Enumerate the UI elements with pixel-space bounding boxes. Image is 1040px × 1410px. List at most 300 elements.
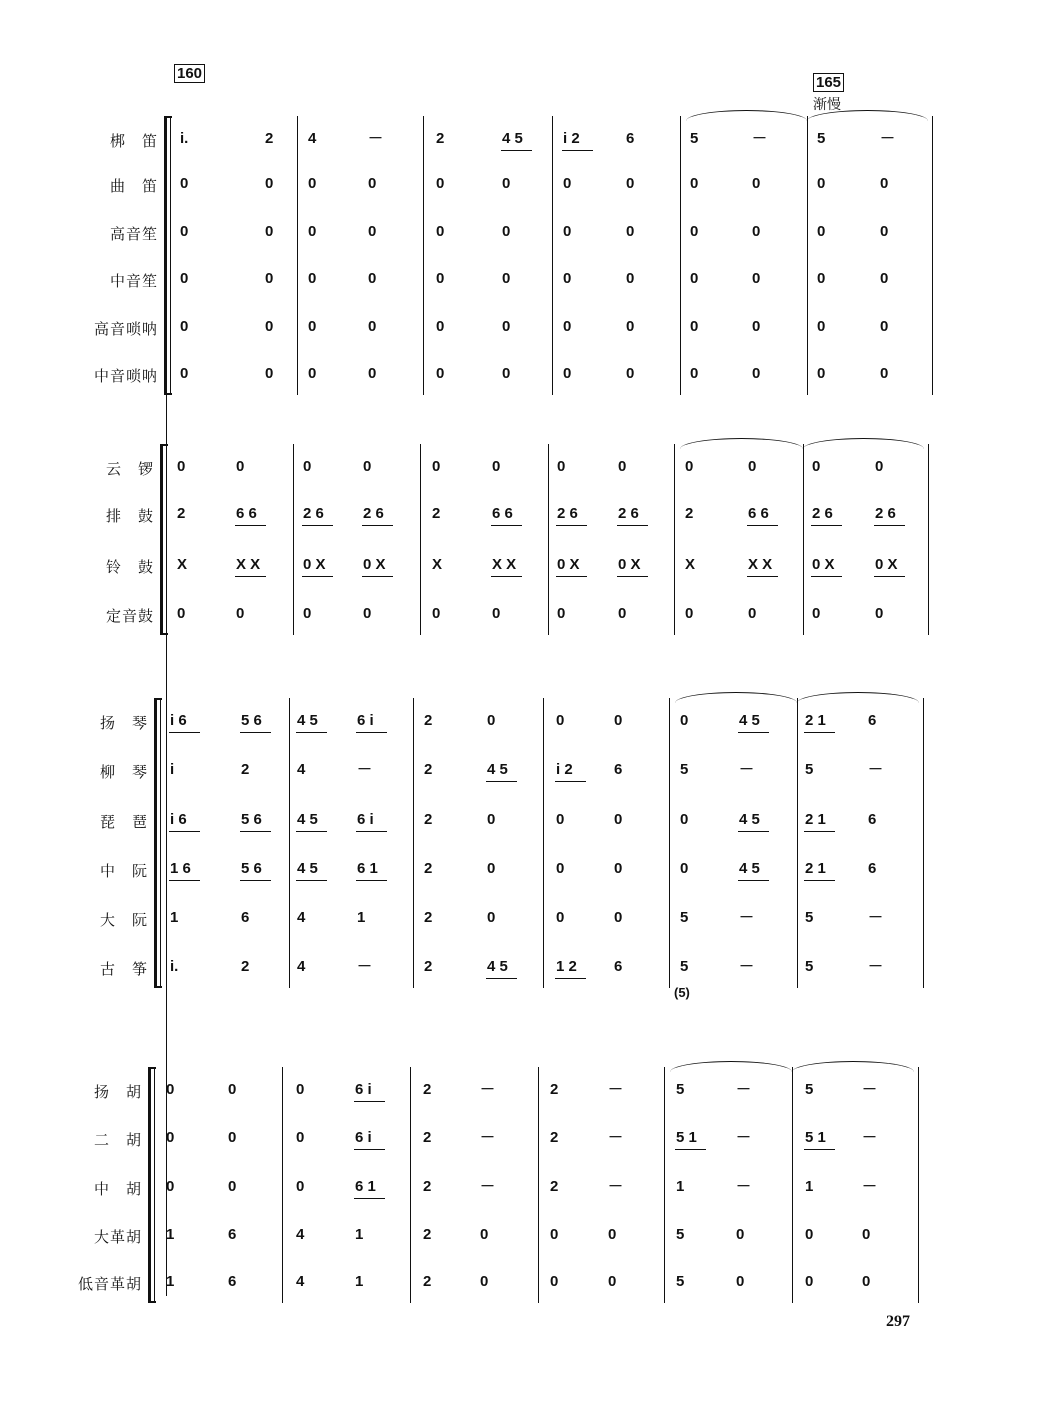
- system-connector: [166, 116, 167, 1296]
- note: 0: [436, 175, 445, 192]
- note: i 6: [170, 712, 187, 729]
- note: 0: [608, 1273, 617, 1290]
- note: 5: [690, 130, 699, 147]
- note: 1: [805, 1178, 814, 1195]
- note: －: [736, 1129, 752, 1146]
- note: 6: [241, 909, 250, 926]
- beam-underline: [296, 732, 327, 733]
- note: 0: [680, 712, 689, 729]
- note: 2 1: [805, 811, 826, 828]
- note: 1: [170, 909, 179, 926]
- note: 0: [880, 318, 889, 335]
- note: 0: [685, 458, 694, 475]
- note: 0: [748, 605, 757, 622]
- note: 0: [303, 605, 312, 622]
- note: 0: [265, 223, 274, 240]
- beam-underline: [169, 831, 200, 832]
- note: 5: [676, 1273, 685, 1290]
- system-bracket: [154, 698, 163, 988]
- barline: [543, 698, 544, 988]
- note: 0: [862, 1273, 871, 1290]
- note: －: [862, 1081, 878, 1098]
- note: 6 1: [355, 1178, 376, 1195]
- note: 0: [608, 1226, 617, 1243]
- barline: [423, 116, 424, 395]
- note: 0: [690, 318, 699, 335]
- note: 0: [563, 365, 572, 382]
- instrument-label: 古 筝: [99, 960, 148, 978]
- note: －: [368, 130, 384, 147]
- note: 2 6: [875, 505, 896, 522]
- note: 6: [868, 860, 877, 877]
- instrument-label: 中 胡: [93, 1180, 142, 1198]
- note: －: [739, 761, 755, 778]
- note: 6 i: [355, 1081, 372, 1098]
- note: 0: [296, 1081, 305, 1098]
- note: 0: [680, 811, 689, 828]
- note: 2: [424, 909, 433, 926]
- phrase-tie: [797, 692, 919, 703]
- note: 2 6: [557, 505, 578, 522]
- beam-underline: [804, 732, 835, 733]
- beam-underline: [362, 525, 393, 526]
- note: 0: [177, 458, 186, 475]
- note: 0: [626, 175, 635, 192]
- beam-underline: [555, 781, 586, 782]
- instrument-label: 大革胡: [93, 1228, 142, 1246]
- note: 4 5: [297, 712, 318, 729]
- beam-underline: [747, 525, 778, 526]
- note: 2: [424, 712, 433, 729]
- note: 0: [685, 605, 694, 622]
- barline: [552, 116, 553, 395]
- note: 1: [355, 1226, 364, 1243]
- note: 0: [626, 318, 635, 335]
- note: i 2: [563, 130, 580, 147]
- beam-underline: [169, 732, 200, 733]
- note: 0: [368, 223, 377, 240]
- note: 0 X: [557, 556, 580, 573]
- note: 0: [228, 1081, 237, 1098]
- instrument-label: 中音笙: [109, 272, 158, 290]
- note: －: [480, 1178, 496, 1195]
- note: 0: [480, 1273, 489, 1290]
- barline: [680, 116, 681, 395]
- note: 0: [368, 318, 377, 335]
- note: 6: [868, 811, 877, 828]
- note: 0: [368, 175, 377, 192]
- note: 5 6: [241, 712, 262, 729]
- note: 0: [875, 605, 884, 622]
- barline: [803, 444, 804, 635]
- note: －: [608, 1129, 624, 1146]
- note: 5 1: [676, 1129, 697, 1146]
- note: 2: [423, 1081, 432, 1098]
- beam-underline: [491, 576, 522, 577]
- barline: [538, 1067, 539, 1303]
- note: 1 2: [556, 958, 577, 975]
- note: 2 6: [812, 505, 833, 522]
- note: 0: [752, 223, 761, 240]
- note: 5: [805, 958, 814, 975]
- beam-underline: [804, 880, 835, 881]
- note: 4 5: [297, 860, 318, 877]
- note: 1: [166, 1273, 175, 1290]
- note: 5: [805, 909, 814, 926]
- note: 2 1: [805, 860, 826, 877]
- note: 0: [563, 318, 572, 335]
- instrument-label: 定音鼓: [105, 607, 154, 625]
- note: 0: [308, 318, 317, 335]
- note: －: [868, 761, 884, 778]
- beam-underline: [617, 576, 648, 577]
- note: －: [752, 130, 768, 147]
- beam-underline: [354, 1101, 385, 1102]
- note: 0: [502, 318, 511, 335]
- beam-underline: [738, 732, 769, 733]
- note: 0: [817, 223, 826, 240]
- note: 0: [363, 458, 372, 475]
- note: 0: [563, 223, 572, 240]
- note: －: [736, 1178, 752, 1195]
- note: X: [177, 556, 188, 573]
- note: 0: [880, 270, 889, 287]
- barline: [160, 698, 161, 988]
- note: 4: [296, 1226, 305, 1243]
- barline: [297, 116, 298, 395]
- note: 4 5: [739, 860, 760, 877]
- instrument-label: 中音唢呐: [93, 367, 158, 385]
- beam-underline: [362, 576, 393, 577]
- note: 5 6: [241, 811, 262, 828]
- beam-underline: [491, 525, 522, 526]
- beam-underline: [235, 576, 266, 577]
- note: 0: [177, 605, 186, 622]
- guzheng-annotation: (5): [674, 985, 690, 1000]
- note: 2: [424, 761, 433, 778]
- note: 0: [236, 458, 245, 475]
- note: 1 6: [170, 860, 191, 877]
- instrument-label: 高音笙: [109, 225, 158, 243]
- note: 6 i: [357, 811, 374, 828]
- note: 2: [423, 1226, 432, 1243]
- beam-underline: [354, 1149, 385, 1150]
- note: －: [868, 909, 884, 926]
- beam-underline: [356, 880, 387, 881]
- note: 0: [487, 712, 496, 729]
- barline: [413, 698, 414, 988]
- beam-underline: [738, 831, 769, 832]
- note: 6: [228, 1273, 237, 1290]
- note: 0: [556, 811, 565, 828]
- note: 0: [436, 270, 445, 287]
- note: 0 X: [303, 556, 326, 573]
- beam-underline: [240, 831, 271, 832]
- note: 0: [550, 1273, 559, 1290]
- note: 0: [296, 1178, 305, 1195]
- note: 0: [166, 1081, 175, 1098]
- note: 0: [432, 605, 441, 622]
- instrument-label: 扬 胡: [93, 1083, 142, 1101]
- note: 0: [368, 365, 377, 382]
- beam-underline: [811, 576, 842, 577]
- note: 0: [748, 458, 757, 475]
- note: i: [170, 761, 175, 778]
- note: 0: [862, 1226, 871, 1243]
- note: 2: [423, 1129, 432, 1146]
- note: 4 5: [739, 712, 760, 729]
- note: 2: [423, 1178, 432, 1195]
- note: X X: [236, 556, 261, 573]
- note: －: [608, 1178, 624, 1195]
- note: 4: [308, 130, 317, 147]
- instrument-label: 扬 琴: [99, 714, 148, 732]
- beam-underline: [675, 1149, 706, 1150]
- instrument-label: 中 阮: [99, 862, 148, 880]
- note: 0: [492, 605, 501, 622]
- note: 0: [752, 318, 761, 335]
- note: 0: [265, 318, 274, 335]
- note: 0: [502, 365, 511, 382]
- note: 1: [676, 1178, 685, 1195]
- note: X X: [492, 556, 517, 573]
- note: 0: [363, 605, 372, 622]
- note: 0: [308, 365, 317, 382]
- note: 0: [502, 175, 511, 192]
- beam-underline: [556, 576, 587, 577]
- beam-underline: [169, 880, 200, 881]
- note: 4 5: [739, 811, 760, 828]
- note: 0: [817, 365, 826, 382]
- note: 0: [368, 270, 377, 287]
- note: 0 X: [812, 556, 835, 573]
- note: 2: [424, 811, 433, 828]
- note: 0: [614, 712, 623, 729]
- note: X X: [748, 556, 773, 573]
- instrument-label: 二 胡: [93, 1131, 142, 1149]
- note: 0: [303, 458, 312, 475]
- note: 5 6: [241, 860, 262, 877]
- note: X: [432, 556, 443, 573]
- note: 1: [166, 1226, 175, 1243]
- note: i 6: [170, 811, 187, 828]
- note: 0: [752, 365, 761, 382]
- note: 4 5: [297, 811, 318, 828]
- note: 2: [685, 505, 694, 522]
- note: 0: [690, 223, 699, 240]
- note: 4 5: [487, 761, 508, 778]
- note: －: [480, 1129, 496, 1146]
- note: 0: [817, 270, 826, 287]
- note: 5: [680, 958, 689, 975]
- note: 0: [614, 860, 623, 877]
- system-bracket: [160, 444, 169, 635]
- note: 5: [805, 1081, 814, 1098]
- beam-underline: [562, 150, 593, 151]
- note: 1: [357, 909, 366, 926]
- note: X: [685, 556, 696, 573]
- note: 6 6: [236, 505, 257, 522]
- barline: [293, 444, 294, 635]
- note: 0: [680, 860, 689, 877]
- note: 0: [487, 909, 496, 926]
- note: 0: [614, 909, 623, 926]
- note: 0: [556, 909, 565, 926]
- note: 0: [502, 223, 511, 240]
- note: 1: [355, 1273, 364, 1290]
- instrument-label: 高音唢呐: [93, 320, 158, 338]
- note: 0: [180, 175, 189, 192]
- note: 0: [752, 270, 761, 287]
- note: 6 i: [355, 1129, 372, 1146]
- rehearsal-mark-165: 165: [813, 73, 844, 92]
- note: 4 5: [487, 958, 508, 975]
- beam-underline: [617, 525, 648, 526]
- note: 6 1: [357, 860, 378, 877]
- note: 0: [228, 1178, 237, 1195]
- beam-underline: [356, 732, 387, 733]
- note: i 2: [556, 761, 573, 778]
- note: －: [862, 1178, 878, 1195]
- note: 0: [614, 811, 623, 828]
- beam-underline: [874, 525, 905, 526]
- note: －: [868, 958, 884, 975]
- instrument-label: 云 锣: [105, 460, 154, 478]
- note: 0: [875, 458, 884, 475]
- note: 0: [563, 270, 572, 287]
- note: 0: [752, 175, 761, 192]
- note: 6 6: [492, 505, 513, 522]
- note: 2: [550, 1178, 559, 1195]
- barline: [282, 1067, 283, 1303]
- note: 0: [308, 270, 317, 287]
- note: －: [862, 1129, 878, 1146]
- note: 0: [805, 1226, 814, 1243]
- barline: [170, 116, 171, 395]
- note: 5: [676, 1081, 685, 1098]
- beam-underline: [738, 880, 769, 881]
- note: 0: [880, 175, 889, 192]
- barline: [932, 116, 933, 395]
- phrase-tie: [803, 438, 924, 449]
- note: 0: [805, 1273, 814, 1290]
- note: 0: [436, 223, 445, 240]
- note: 6: [228, 1226, 237, 1243]
- barline: [548, 444, 549, 635]
- note: 0: [556, 860, 565, 877]
- note: 0: [308, 223, 317, 240]
- note: 2: [265, 130, 274, 147]
- note: 2: [550, 1081, 559, 1098]
- note: 0: [180, 270, 189, 287]
- instrument-label: 大 阮: [99, 911, 148, 929]
- barline: [410, 1067, 411, 1303]
- note: 0: [308, 175, 317, 192]
- note: －: [608, 1081, 624, 1098]
- note: 0: [563, 175, 572, 192]
- instrument-label: 柳 琴: [99, 763, 148, 781]
- note: 5: [680, 909, 689, 926]
- note: 6: [626, 130, 635, 147]
- note: 0: [480, 1226, 489, 1243]
- note: －: [480, 1081, 496, 1098]
- note: 0: [812, 605, 821, 622]
- note: i.: [180, 130, 189, 147]
- instrument-label: 琵 琶: [99, 813, 148, 831]
- note: 0: [626, 223, 635, 240]
- beam-underline: [356, 831, 387, 832]
- note: 2 6: [303, 505, 324, 522]
- note: 0: [487, 811, 496, 828]
- beam-underline: [486, 978, 517, 979]
- beam-underline: [804, 1149, 835, 1150]
- note: 0: [736, 1273, 745, 1290]
- note: 4: [297, 958, 306, 975]
- barline: [674, 444, 675, 635]
- note: 6 6: [748, 505, 769, 522]
- page-number: 297: [886, 1313, 910, 1330]
- note: 0: [618, 605, 627, 622]
- beam-underline: [804, 831, 835, 832]
- note: 0: [432, 458, 441, 475]
- note: 6 i: [357, 712, 374, 729]
- note: 0: [166, 1178, 175, 1195]
- phrase-tie: [686, 110, 807, 121]
- beam-underline: [354, 1198, 385, 1199]
- barline: [928, 444, 929, 635]
- beam-underline: [240, 880, 271, 881]
- note: －: [739, 958, 755, 975]
- note: 5 1: [805, 1129, 826, 1146]
- note: 0: [690, 270, 699, 287]
- note: 0: [880, 223, 889, 240]
- tempo-marking: 渐慢: [813, 97, 841, 113]
- note: 0: [436, 365, 445, 382]
- note: 0: [502, 270, 511, 287]
- note: 2 6: [363, 505, 384, 522]
- note: 0: [296, 1129, 305, 1146]
- instrument-label: 梆 笛: [109, 132, 158, 150]
- beam-underline: [747, 576, 778, 577]
- beam-underline: [811, 525, 842, 526]
- note: 2: [423, 1273, 432, 1290]
- note: 0: [557, 605, 566, 622]
- note: 0 X: [618, 556, 641, 573]
- note: 2 6: [618, 505, 639, 522]
- note: 0: [265, 365, 274, 382]
- note: 0: [228, 1129, 237, 1146]
- beam-underline: [240, 732, 271, 733]
- note: 2: [177, 505, 186, 522]
- note: 0: [265, 270, 274, 287]
- note: 0: [557, 458, 566, 475]
- barline: [664, 1067, 665, 1303]
- beam-underline: [302, 576, 333, 577]
- note: 0: [236, 605, 245, 622]
- note: －: [739, 909, 755, 926]
- note: 6: [614, 958, 623, 975]
- note: －: [736, 1081, 752, 1098]
- note: 6: [614, 761, 623, 778]
- barline: [669, 698, 670, 988]
- note: 0: [690, 175, 699, 192]
- beam-underline: [556, 525, 587, 526]
- barline: [154, 1067, 155, 1303]
- note: 0: [166, 1129, 175, 1146]
- note: 0: [436, 318, 445, 335]
- note: 0: [817, 318, 826, 335]
- barline: [420, 444, 421, 635]
